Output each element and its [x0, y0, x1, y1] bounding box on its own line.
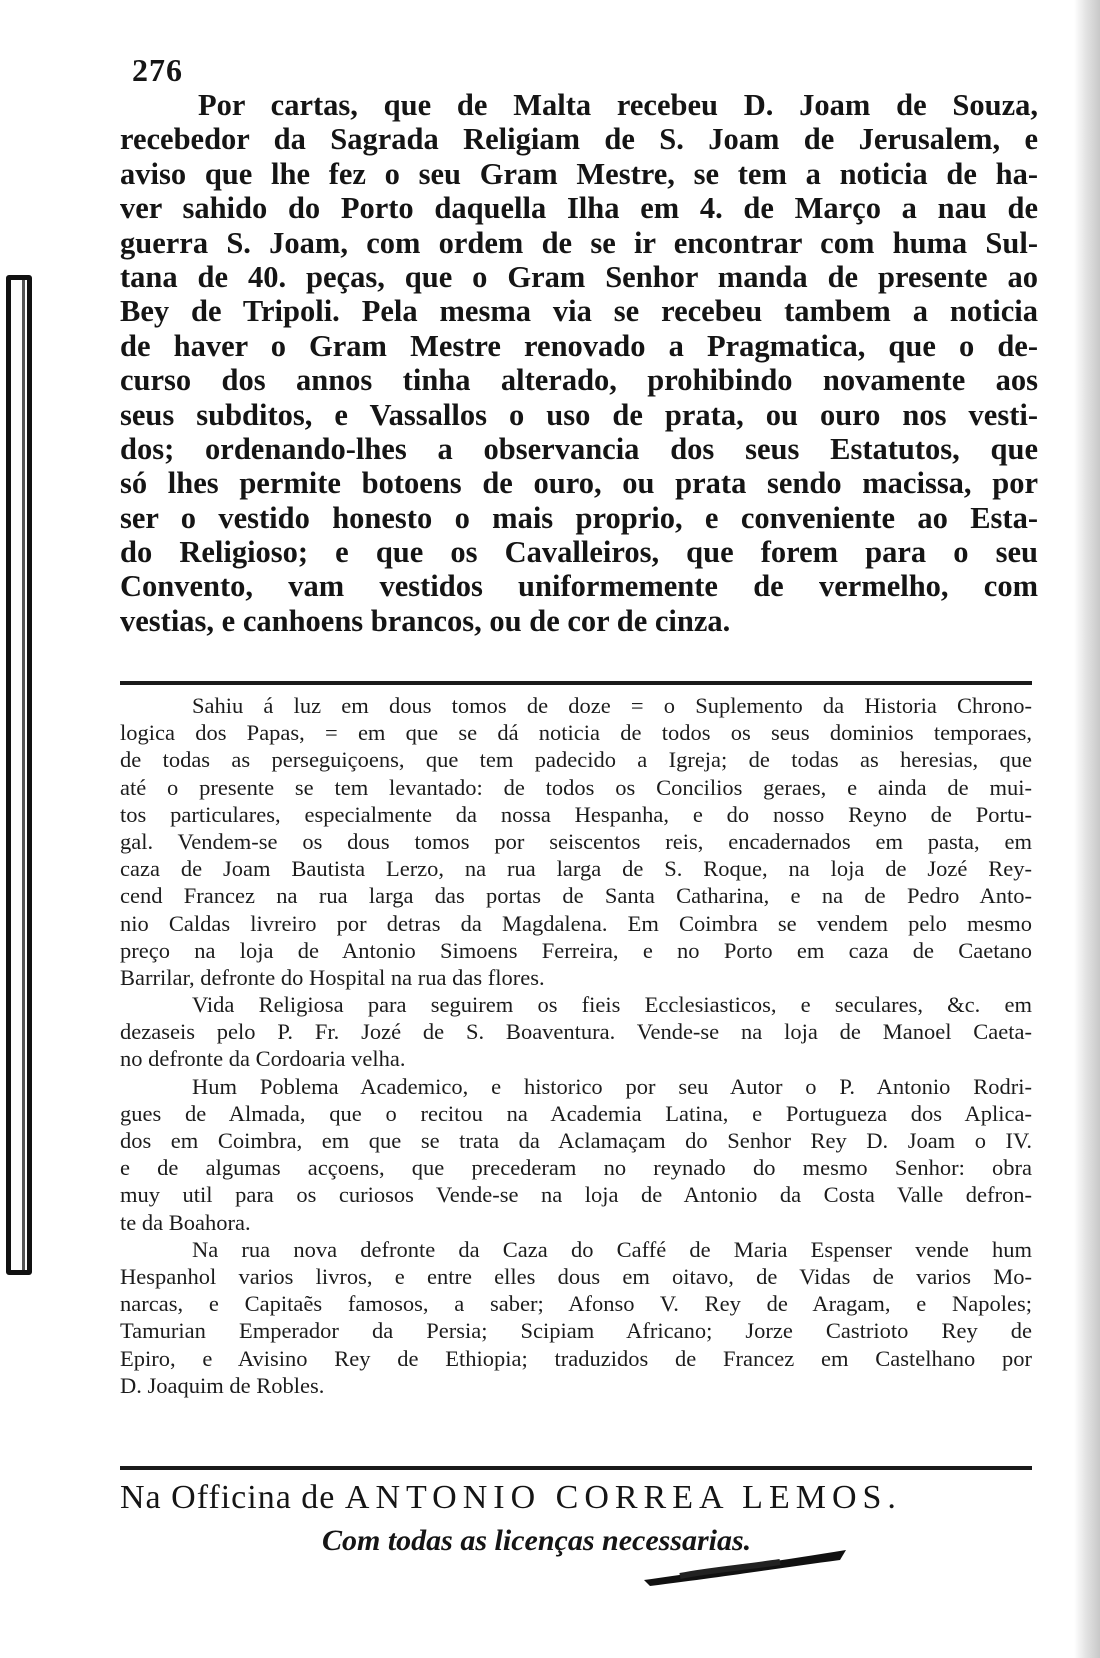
- notice-line: Hum Poblema Academico, e historico por seu Autor o P. Antonio Rodri-: [192, 1073, 1032, 1099]
- notice-line: e de algumas acçoens, que precederam no reynado do mesmo Senhor: obra: [120, 1155, 1032, 1181]
- article-line: do Religioso; e que os Cavalleiros, que forem para o seu: [120, 535, 1038, 570]
- notice-line: gues de Almada, que o recitou na Academia Latina, e Portugueza dos Aplica-: [120, 1100, 1032, 1126]
- scan-edge-shadow: [1074, 0, 1100, 1658]
- article-line: curso dos annos tinha alterado, prohibindo novamente aos: [120, 363, 1038, 398]
- article-line: Por cartas, que de Malta recebeu D. Joam de Souza,: [198, 88, 1038, 122]
- notice-line: caza de Joam Bautista Lerzo, na rua larga de S. Roque, na loja de Jozé Rey-: [120, 856, 1032, 882]
- notice-block: [120, 1073, 1032, 1236]
- imprint: [120, 1476, 1032, 1520]
- notice-line: de todas as perseguiçoens, que tem padecido a Igreja; de todas as heresias, que: [120, 747, 1032, 773]
- notice-line: dos em Coimbra, em que se trata da Aclamaçam do Senhor Rey D. Joam o IV.: [120, 1128, 1032, 1153]
- main-article: [120, 88, 1038, 638]
- article-line: dos; ordenando-lhes a observancia dos seus Estatutos, que: [120, 431, 1038, 466]
- notice-line: tos particulares, especialmente da nossa Hespanha, e do nosso Reyno de Portu-: [120, 801, 1032, 827]
- notice-line: Tamurian Emperador da Persia; Scipiam Africano; Jorze Castrioto Rey de: [120, 1318, 1032, 1344]
- article-line: tana de 40. peças, que o Gram Senhor manda de presente ao: [120, 259, 1038, 294]
- article-line: de haver o Gram Mestre renovado a Pragmatica, que o de-: [120, 328, 1038, 363]
- advertisements-section: [120, 692, 1032, 1399]
- article-line: recebedor da Sagrada Religiam de S. Joam de Jerusalem, e: [120, 122, 1038, 157]
- notice-line: nio Caldas livreiro por detras da Magdalena. Em Coimbra se vendem pelo mesmo: [120, 910, 1032, 936]
- imprint-prefix: Na Officina de: [120, 1479, 336, 1516]
- notice-line: no defronte da Cordoaria velha.: [120, 1046, 406, 1072]
- article-line: vestias, e canhoens brancos, ou de cor de cinza.: [120, 603, 731, 638]
- page-number: 276: [132, 52, 183, 88]
- notice-line: logica dos Papas, = em que se dá noticia de todos os seus dominios temporaes,: [120, 720, 1032, 746]
- notice-block: [120, 991, 1032, 1073]
- notice-line: Hespanhol varios livros, e entre elles dous em oitavo, de Vidas de varios Mo-: [120, 1263, 1032, 1289]
- article-line: seus subditos, e Vassallos o uso de prata, ou ouro nos vesti-: [120, 397, 1038, 432]
- notice-line: te da Boahora.: [120, 1209, 251, 1235]
- notice-line: D. Joaquim de Robles.: [120, 1372, 325, 1398]
- ink-flourish: [640, 1546, 850, 1588]
- notice-block: [120, 1236, 1032, 1399]
- printer-name: ANTONIO CORREA LEMOS.: [344, 1479, 902, 1516]
- notice-line: gal. Vendem-se os dous tomos por seiscentos reis, encadernados em pasta, em: [120, 828, 1032, 854]
- binding-edge: [6, 275, 32, 1275]
- notice-line: até o presente se tem levantado: de todos os Concilios geraes, e ainda de mui-: [120, 774, 1032, 800]
- imprint-divider: [120, 1466, 1032, 1470]
- article-line: ser o vestido honesto o mais proprio, e conveniente ao Esta-: [120, 500, 1038, 535]
- article-line: só lhes permite botoens de ouro, ou prata sendo macissa, por: [120, 466, 1038, 501]
- notice-line: muy util para os curiosos Vende-se na loja de Antonio da Costa Valle defron-: [120, 1182, 1032, 1208]
- section-divider: [120, 681, 1032, 685]
- article-line: guerra S. Joam, com ordem de se ir encontrar com huma Sul-: [120, 225, 1038, 260]
- notice-line: Vida Religiosa para seguirem os fieis Ecclesiasticos, e seculares, &c. em: [192, 992, 1032, 1018]
- notice-line: dezaseis pelo P. Fr. Jozé de S. Boaventura. Vende-se na loja de Manoel Caeta-: [120, 1019, 1032, 1045]
- notice-line: Epiro, e Avisino Rey de Ethiopia; traduzidos de Francez em Castelhano por: [120, 1345, 1032, 1371]
- notice-line: Sahiu á luz em dous tomos de doze = o Suplemento da Historia Chrono-: [192, 693, 1032, 718]
- licence-line: Com todas as licenças necessarias.: [322, 1524, 752, 1557]
- notice-line: Na rua nova defronte da Caza do Caffé de Maria Espenser vende hum: [192, 1236, 1032, 1262]
- article-line: Convento, vam vestidos uniformemente de vermelho, com: [120, 569, 1038, 604]
- article-line: ver sahido do Porto daquella Ilha em 4. de Março a nau de: [120, 191, 1038, 226]
- notice-line: Barrilar, defronte do Hospital na rua das flores.: [120, 964, 545, 990]
- notice-block: [120, 692, 1032, 991]
- notice-line: cend Francez na rua larga das portas de Santa Catharina, e na de Pedro Anto-: [120, 883, 1032, 909]
- article-line: Bey de Tripoli. Pela mesma via se recebeu tambem a noticia: [120, 294, 1038, 329]
- notice-line: narcas, e Capitaẽs famosos, a saber; Afonso V. Rey de Aragam, e Napoles;: [120, 1291, 1032, 1317]
- article-line: aviso que lhe fez o seu Gram Mestre, se tem a noticia de ha-: [120, 156, 1038, 191]
- imprint-line: [120, 1476, 1032, 1520]
- notice-line: preço na loja de Antonio Simoens Ferreira, e no Porto em caza de Caetano: [120, 937, 1032, 963]
